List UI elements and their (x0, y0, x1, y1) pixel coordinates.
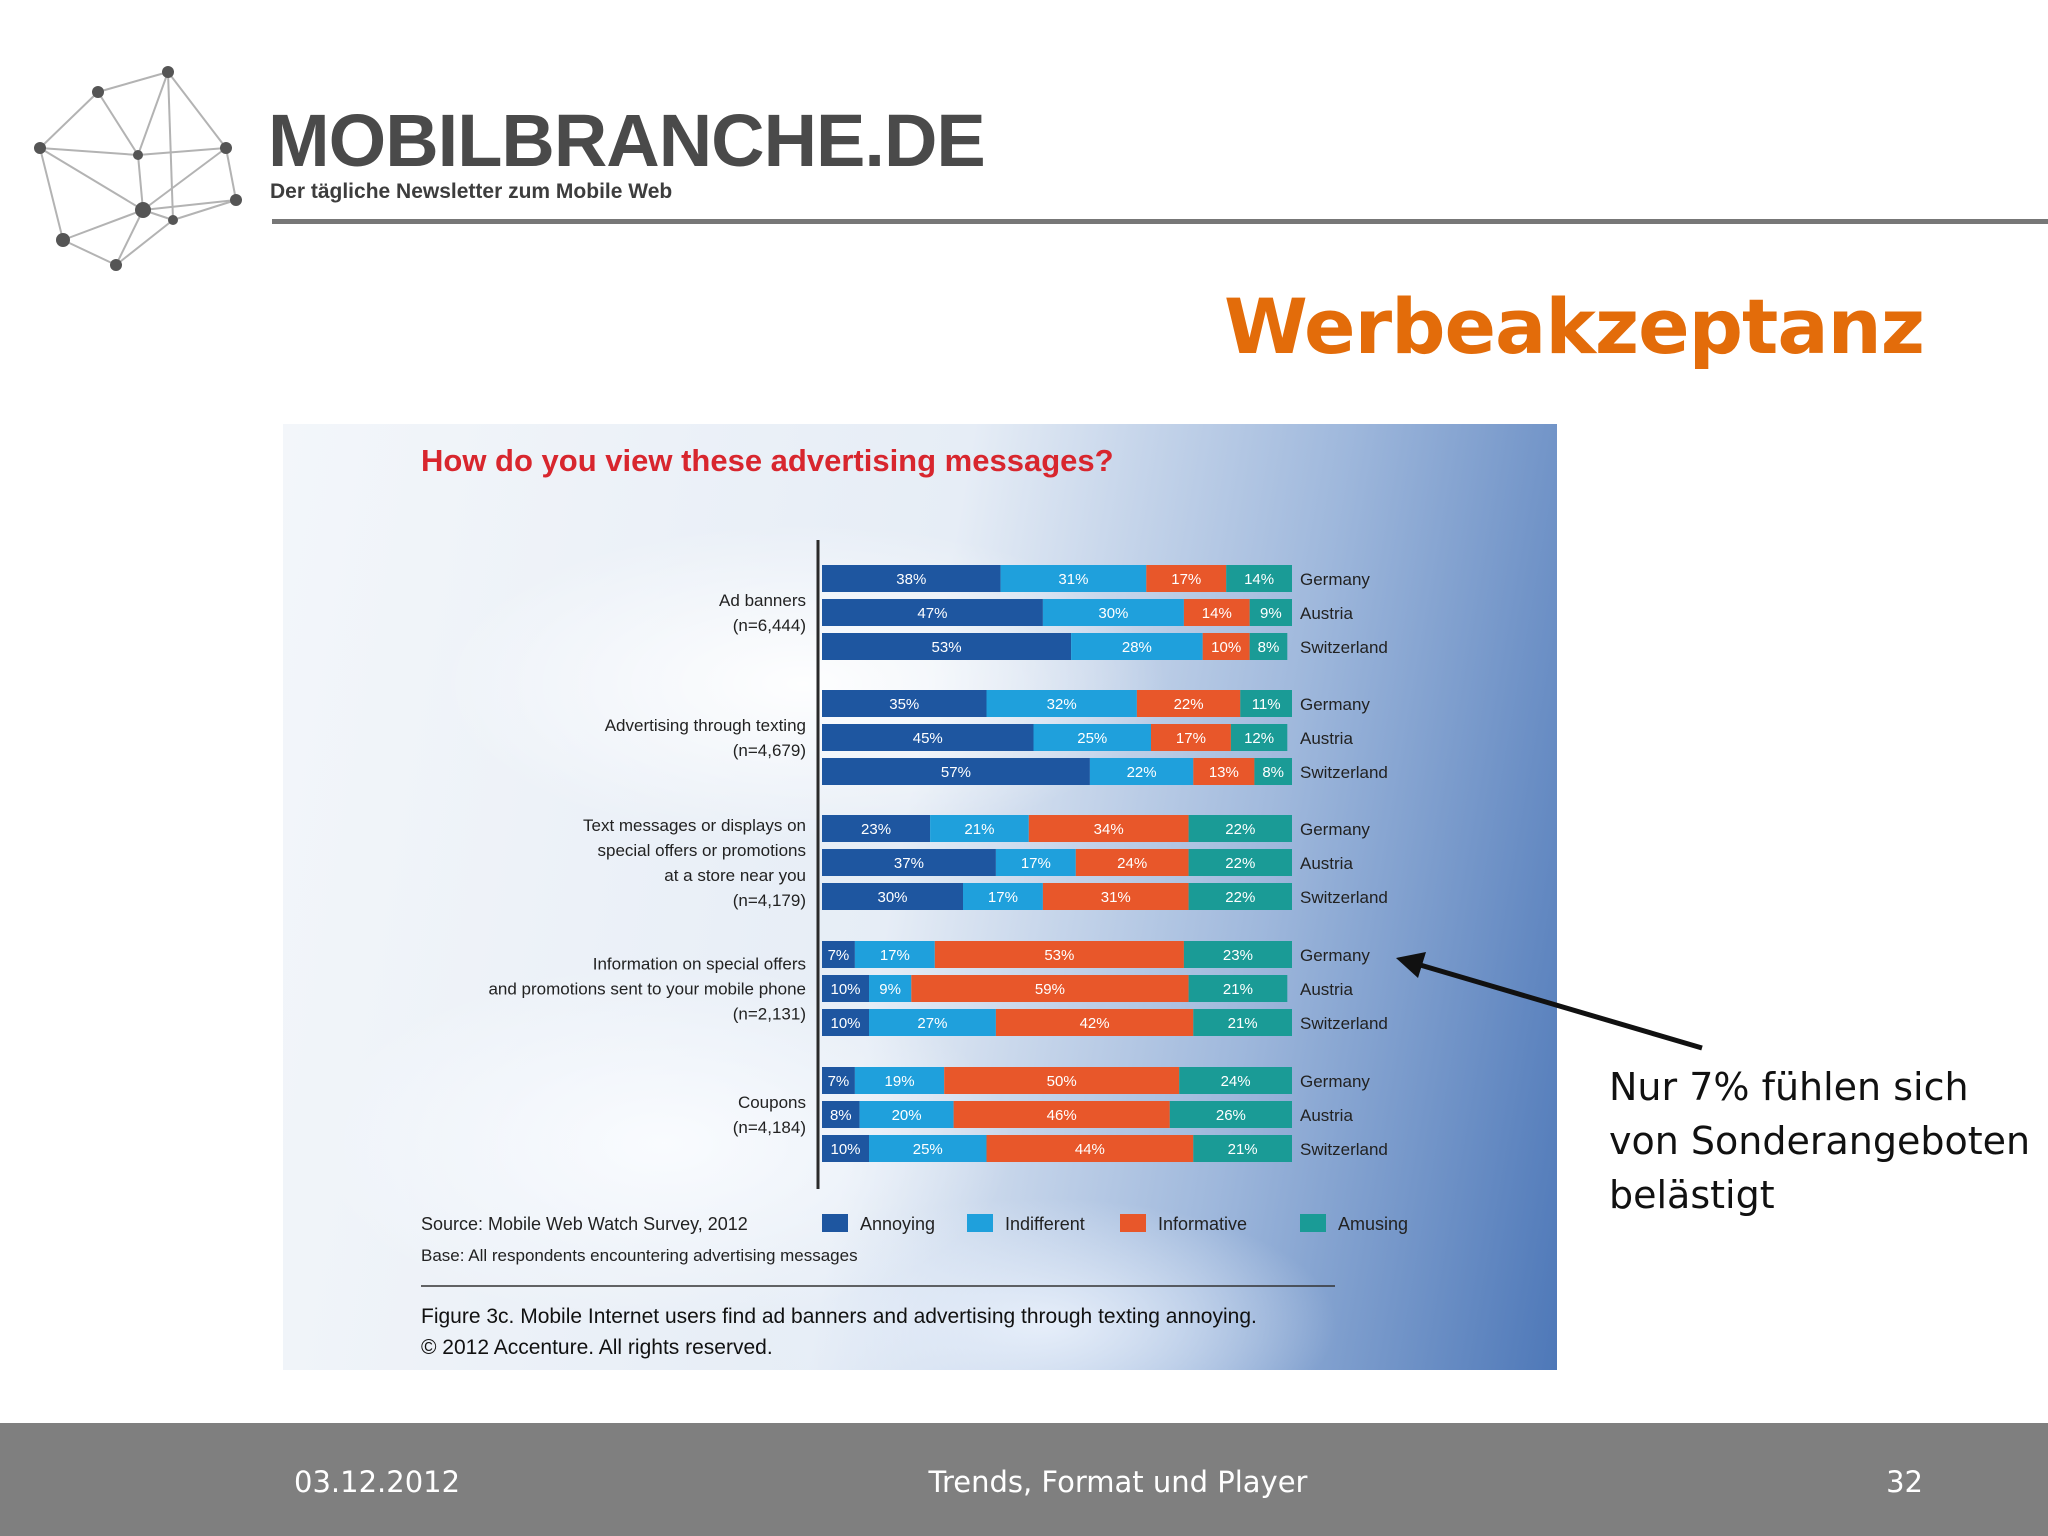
group-label: (n=4,679) (732, 741, 806, 760)
data-label: 21% (1227, 1015, 1258, 1032)
legend-swatch (1120, 1214, 1146, 1232)
data-label: 22% (1173, 696, 1204, 713)
data-label: 23% (861, 821, 892, 838)
country-label: Austria (1300, 1106, 1353, 1125)
group-label: (n=4,184) (732, 1118, 806, 1137)
legend-swatch (822, 1214, 848, 1232)
data-label: 25% (912, 1141, 943, 1158)
brand-name: MOBILBRANCHE.DE (268, 99, 985, 182)
country-label: Germany (1300, 695, 1370, 714)
country-label: Switzerland (1300, 1140, 1388, 1159)
brand-tagline: Der tägliche Newsletter zum Mobile Web (270, 180, 673, 203)
group-label: Coupons (737, 1093, 806, 1112)
data-label: 7% (827, 1073, 850, 1090)
data-label: 25% (1077, 730, 1108, 747)
data-label: 21% (1222, 981, 1253, 998)
callout-line: belästigt (1609, 1173, 1775, 1217)
data-label: 35% (889, 696, 920, 713)
footer-title: Trends, Format und Player (928, 1465, 1308, 1499)
data-label: 44% (1074, 1141, 1105, 1158)
chart-caption: Figure 3c. Mobile Internet users find ad banners and advertising through texting annoying. (421, 1305, 1257, 1328)
data-label: 12% (1244, 730, 1275, 747)
slide-title: Werbeakzeptanz (1223, 282, 1924, 371)
chart-title: How do you view these advertising messages? (421, 443, 1114, 478)
data-label: 17% (1020, 855, 1051, 872)
data-label: 10% (1211, 639, 1242, 656)
data-label: 42% (1079, 1015, 1110, 1032)
data-label: 38% (896, 571, 927, 588)
data-label: 47% (917, 605, 948, 622)
country-label: Austria (1300, 980, 1353, 999)
data-label: 10% (830, 1141, 861, 1158)
data-label: 17% (879, 947, 910, 964)
country-label: Switzerland (1300, 1014, 1388, 1033)
chart-base: Base: All respondents encountering advertising messages (421, 1246, 858, 1265)
data-label: 53% (931, 639, 962, 656)
country-label: Germany (1300, 570, 1370, 589)
data-label: 7% (827, 947, 850, 964)
footer-date: 03.12.2012 (294, 1465, 461, 1499)
stacked-bar-chart (283, 424, 1557, 1370)
data-label: 31% (1100, 889, 1131, 906)
group-label: at a store near you (664, 866, 806, 885)
chart-copyright: © 2012 Accenture. All rights reserved. (421, 1336, 773, 1359)
data-label: 20% (891, 1107, 922, 1124)
data-label: 59% (1034, 981, 1065, 998)
data-label: 32% (1046, 696, 1077, 713)
data-label: 10% (830, 981, 861, 998)
group-label: and promotions sent to your mobile phone (488, 979, 806, 999)
callout-text (1609, 1060, 2029, 1222)
legend-swatch (1300, 1214, 1326, 1232)
country-label: Switzerland (1300, 638, 1388, 657)
country-label: Germany (1300, 946, 1370, 965)
data-label: 45% (912, 730, 943, 747)
callout-line: von Sonderangeboten (1609, 1119, 2031, 1163)
group-label: Ad banners (719, 591, 806, 610)
country-label: Germany (1300, 820, 1370, 839)
data-label: 8% (1257, 639, 1280, 656)
group-label: special offers or promotions (597, 841, 806, 860)
header-divider (272, 219, 2048, 224)
data-label: 8% (829, 1107, 852, 1124)
group-label: (n=2,131) (732, 1004, 806, 1024)
data-label: 10% (830, 1015, 861, 1032)
slide-footer (0, 1423, 2048, 1536)
country-label: Austria (1300, 854, 1353, 873)
data-label: 22% (1225, 889, 1256, 906)
data-label: 24% (1117, 855, 1148, 872)
data-label: 23% (1222, 947, 1253, 964)
data-label: 22% (1225, 855, 1256, 872)
data-label: 14% (1244, 571, 1275, 588)
page-number: 32 (1886, 1465, 1923, 1499)
data-label: 24% (1220, 1073, 1251, 1090)
legend-label: Indifferent (1005, 1214, 1085, 1234)
network-graph-logo (28, 60, 258, 280)
data-label: 11% (1251, 696, 1281, 713)
data-label: 8% (1262, 764, 1285, 781)
data-label: 19% (884, 1073, 915, 1090)
legend-label: Informative (1158, 1214, 1248, 1234)
legend-label: Annoying (860, 1214, 936, 1234)
country-label: Switzerland (1300, 888, 1388, 907)
callout-line: Nur 7% fühlen sich (1609, 1065, 1969, 1109)
country-label: Austria (1300, 604, 1353, 623)
chart-source: Source: Mobile Web Watch Survey, 2012 (421, 1214, 748, 1234)
group-label: Advertising through texting (604, 716, 806, 735)
data-label: 22% (1126, 764, 1157, 781)
group-label: Information on special offers (592, 954, 806, 974)
data-label: 30% (1098, 605, 1129, 622)
data-label: 21% (964, 821, 995, 838)
data-label: 53% (1044, 947, 1075, 964)
group-label: (n=6,444) (732, 616, 806, 635)
data-label: 28% (1121, 639, 1152, 656)
data-label: 22% (1225, 821, 1256, 838)
legend-label: Amusing (1338, 1214, 1409, 1234)
data-label: 14% (1201, 605, 1232, 622)
data-label: 17% (1175, 730, 1206, 747)
country-label: Austria (1300, 729, 1353, 748)
group-label: Text messages or displays on (583, 816, 806, 835)
data-label: 17% (987, 889, 1018, 906)
chart-image (283, 424, 1557, 1370)
data-label: 21% (1227, 1141, 1258, 1158)
data-label: 27% (917, 1015, 948, 1032)
data-label: 26% (1215, 1107, 1246, 1124)
data-label: 9% (1260, 605, 1282, 622)
data-label: 31% (1058, 571, 1089, 588)
callout-arrow (1380, 940, 1720, 1080)
country-label: Switzerland (1300, 763, 1388, 782)
legend-swatch (967, 1214, 993, 1232)
data-label: 34% (1093, 821, 1124, 838)
data-label: 37% (893, 855, 924, 872)
data-label: 46% (1046, 1107, 1077, 1124)
country-label: Germany (1300, 1072, 1370, 1091)
data-label: 50% (1046, 1073, 1077, 1090)
data-label: 13% (1208, 764, 1239, 781)
data-label: 30% (877, 889, 908, 906)
data-label: 9% (879, 981, 901, 998)
data-label: 17% (1171, 571, 1202, 588)
group-label: (n=4,179) (732, 891, 806, 910)
data-label: 57% (940, 764, 971, 781)
